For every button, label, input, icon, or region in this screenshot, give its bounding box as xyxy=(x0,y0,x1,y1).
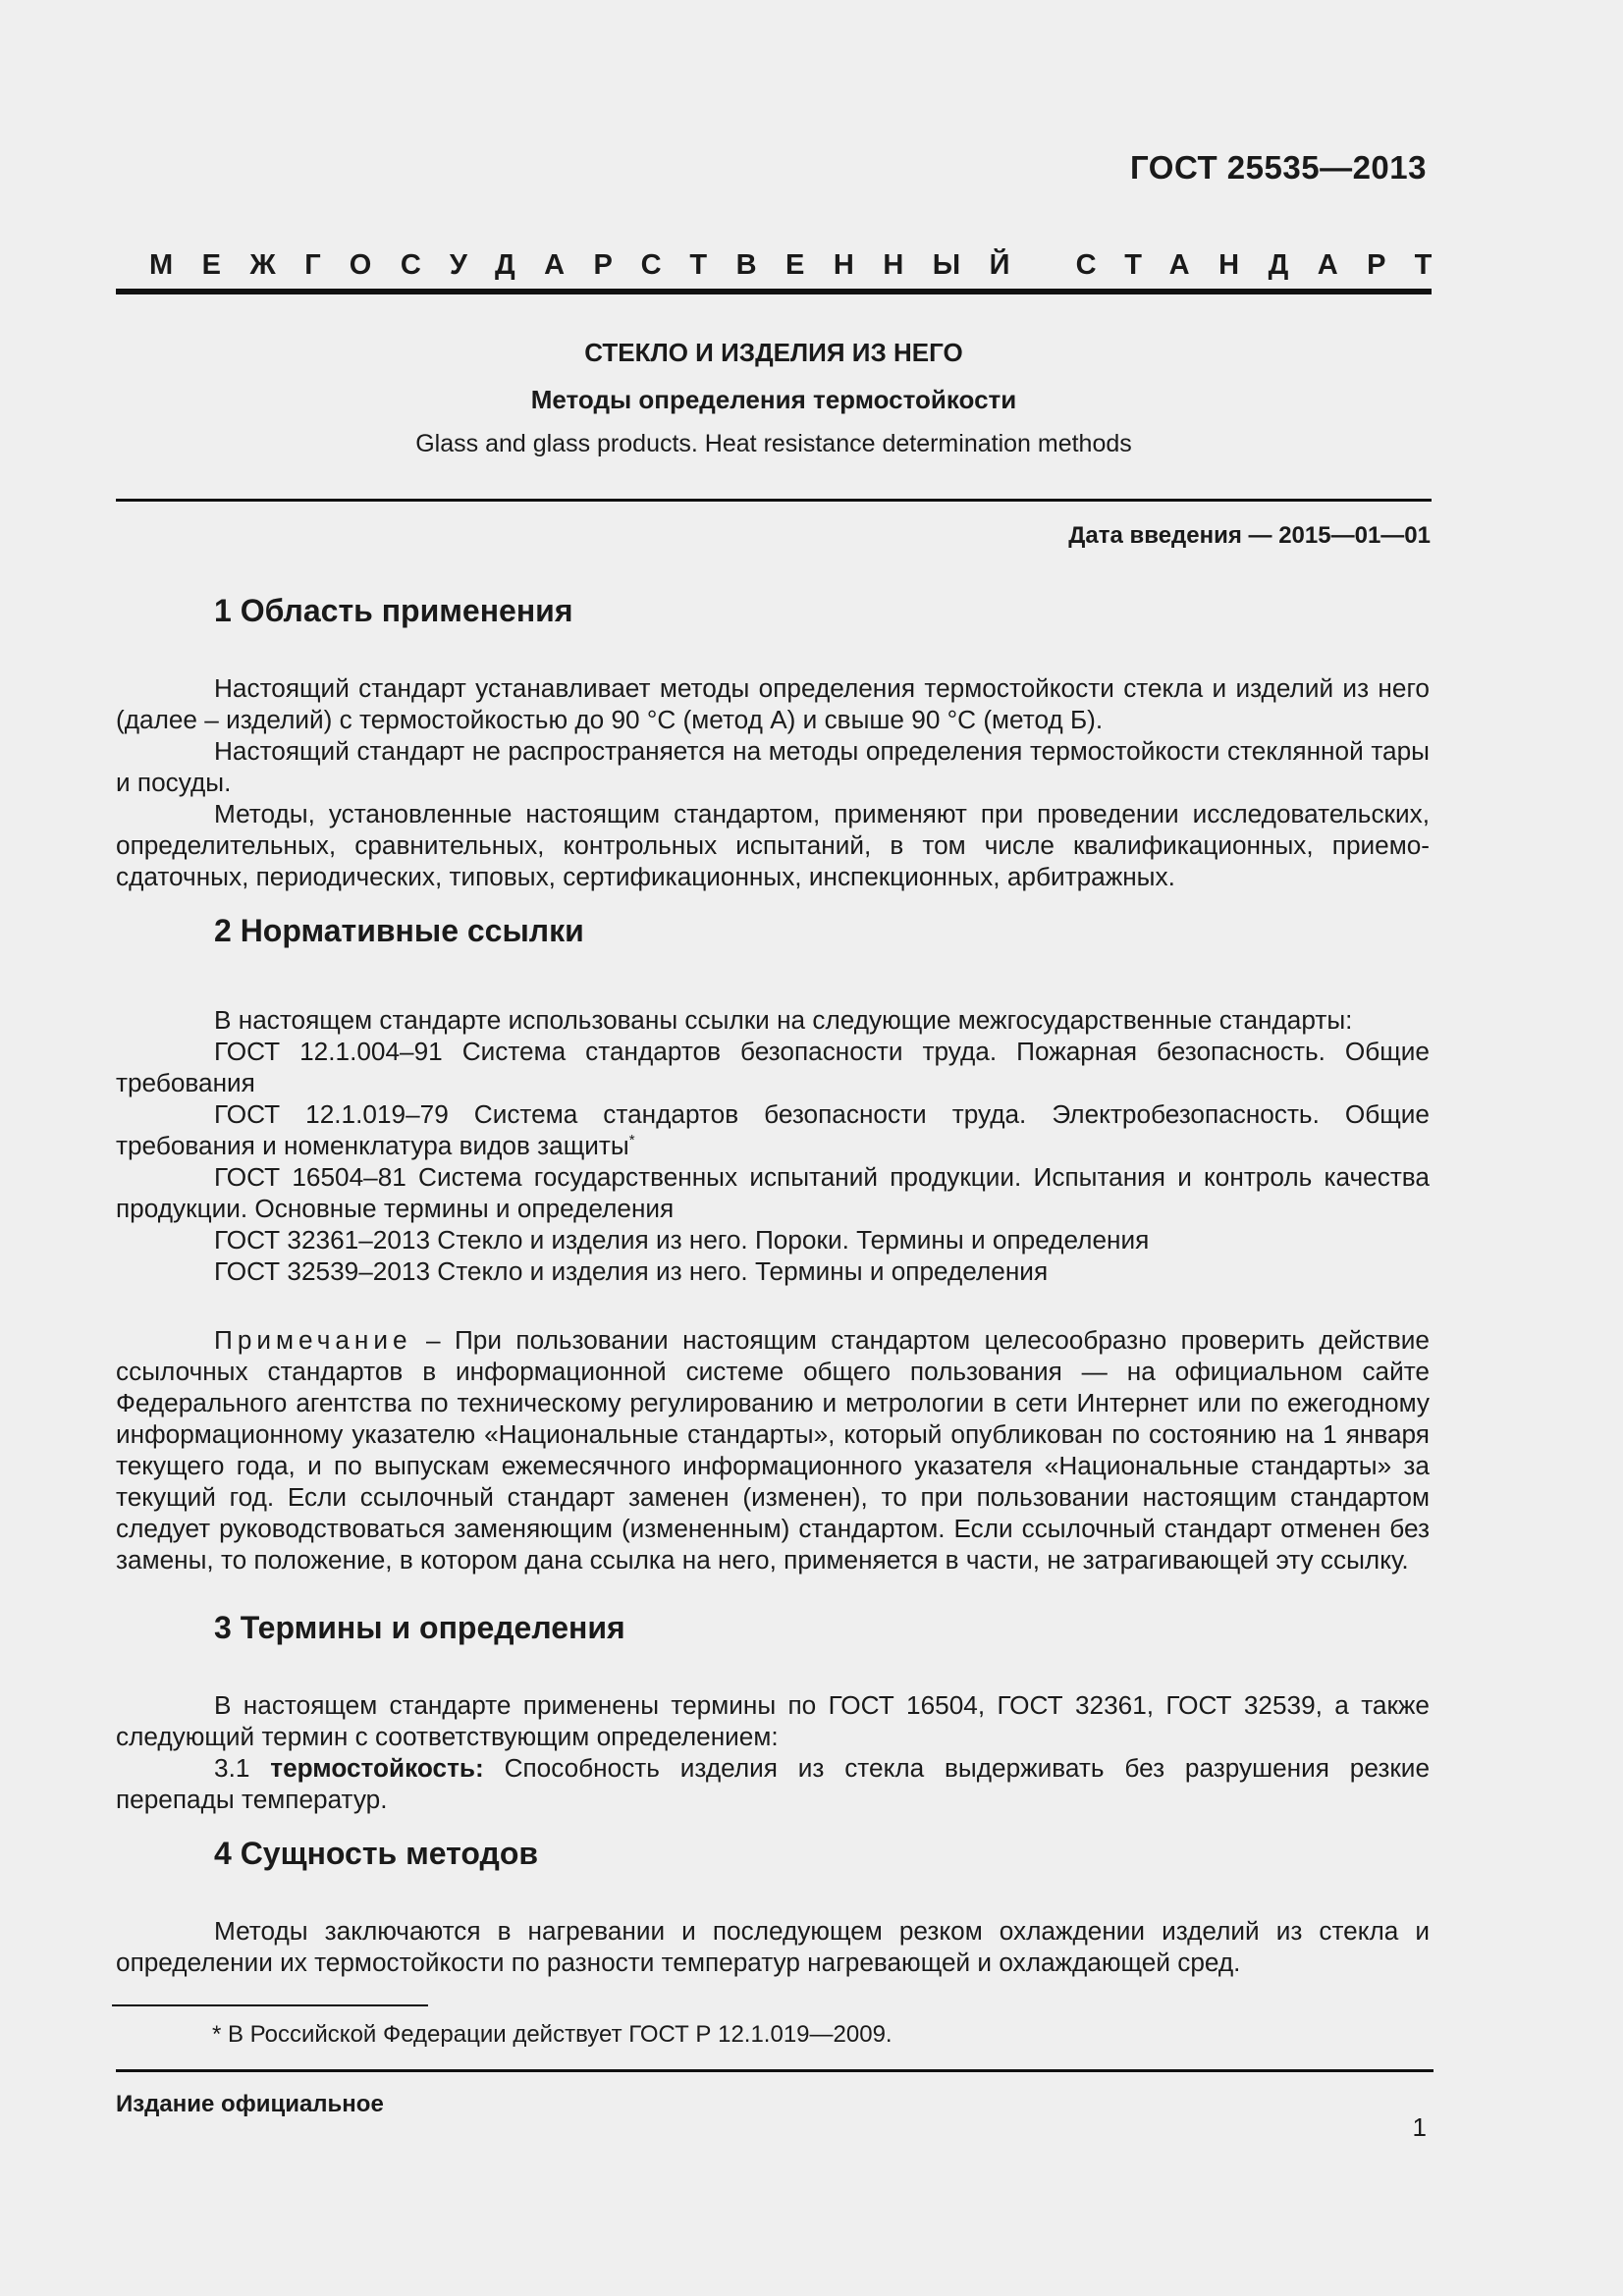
section-1 xyxy=(116,591,1430,892)
section-heading: 3 Термины и определения xyxy=(214,1610,625,1645)
reference-item: ГОСТ 16504–81 Система государственных испытаний продукции. Испытания и контроль качества продукции. Основные термины и определения xyxy=(116,1162,1430,1223)
footnote-marker: * xyxy=(628,1132,635,1148)
document-subtitle: Методы определения термостойкости xyxy=(530,385,1017,414)
page-number: 1 xyxy=(1412,2112,1427,2142)
document-number: ГОСТ 25535—2013 xyxy=(1130,149,1427,186)
document-title-english: Glass and glass products. Heat resistance determination methods xyxy=(415,430,1132,457)
title-rule xyxy=(116,499,1432,502)
reference-item: ГОСТ 12.1.004–91 Система стандартов безопасности труда. Пожарная безопасность. Общие требования xyxy=(116,1037,1430,1097)
reference-item: ГОСТ 32361–2013 Стекло и изделия из него. Пороки. Термины и определения xyxy=(214,1225,1150,1255)
note-text: – При пользовании настоящим стандартом целесообразно проверить действие ссылочных стандартов в информационной системе общего пользования — на официальном сайте Федерального агентства по техническому регулированию и метрологии в сети Интернет или по ежегодному информационному указателю «Национальные стандарты», который опубликован по состоянию на 1 января текущего года, и по выпускам ежемесячного информационного указателя «Национальные стандарты» за текущий год. Если ссылочный стандарт заменен (изменен), то при пользовании настоящим стандартом следует руководствоваться заменяющим (измененным) стандартом. Если ссылочный стандарт отменен без замены, то положение, в котором дана ссылка на него, применяется в части, не затрагивающей эту ссылку. xyxy=(116,1325,1430,1575)
section-heading: 4 Сущность методов xyxy=(214,1836,539,1871)
paragraph: Настоящий стандарт не распространяется на методы определения термостойкости стеклянной тары и посуды. xyxy=(116,736,1430,797)
section-4 xyxy=(116,1834,1430,1978)
term-text: Способность изделия из стекла выдерживать без разрушения резкие перепады температур. xyxy=(116,1753,1431,1814)
paragraph: В настоящем стандарте использованы ссылки на следующие межгосударственные стандарты: xyxy=(214,1005,1353,1035)
standard-type-banner: МЕЖГОСУДАРСТВЕННЫЙ СТАНДАРТ xyxy=(149,249,1461,281)
term-number: 3.1 xyxy=(214,1753,250,1783)
header-rule xyxy=(116,289,1432,294)
paragraph: Методы, установленные настоящим стандартом, применяют при проведении исследовательских, определительных, сравнительных, контрольных испытаний, в том числе квалификационных, приемо-сдаточных, периодических, типовых, сертификационных, инспекционных, арбитражных. xyxy=(116,799,1430,891)
reference-text: ГОСТ 12.1.019–79 Система стандартов безопасности труда. Электробезопасность. Общие требования и номенклатура видов защиты xyxy=(116,1099,1430,1160)
note xyxy=(116,1324,1430,1575)
introduction-date: Дата введения — 2015—01—01 xyxy=(1068,522,1431,549)
term-definition xyxy=(116,1752,1430,1815)
edition-label: Издание официальное xyxy=(116,2091,384,2117)
footer-rule xyxy=(116,2069,1434,2072)
section-2 xyxy=(116,911,1430,1575)
paragraph: В настоящем стандарте применены термины по ГОСТ 16504, ГОСТ 32361, ГОСТ 32539, а также следующий термин с соответствующим определением: xyxy=(116,1690,1430,1751)
reference-item xyxy=(116,1098,1430,1161)
document-title: СТЕКЛО И ИЗДЕЛИЯ ИЗ НЕГО xyxy=(584,338,963,367)
paragraph: Методы заключаются в нагревании и последующем резком охлаждении изделий из стекла и определении их термостойкости по разности температур нагревающей и охлаждающей сред. xyxy=(116,1916,1430,1977)
section-heading: 1 Область применения xyxy=(214,593,573,628)
section-3 xyxy=(116,1608,1430,1815)
paragraph: Настоящий стандарт устанавливает методы определения термостойкости стекла и изделий из него (далее – изделий) с термостойкостью до 90 °С (метод А) и свыше 90 °С (метод Б). xyxy=(116,673,1430,734)
footnote: * В Российской Федерации действует ГОСТ Р 12.1.019—2009. xyxy=(212,2021,893,2048)
footnote-rule xyxy=(112,2004,428,2006)
note-label: Примечание xyxy=(214,1325,412,1355)
term: термостойкость: xyxy=(270,1753,484,1783)
reference-item: ГОСТ 32539–2013 Стекло и изделия из него. Термины и определения xyxy=(214,1256,1049,1286)
section-heading: 2 Нормативные ссылки xyxy=(214,913,584,948)
